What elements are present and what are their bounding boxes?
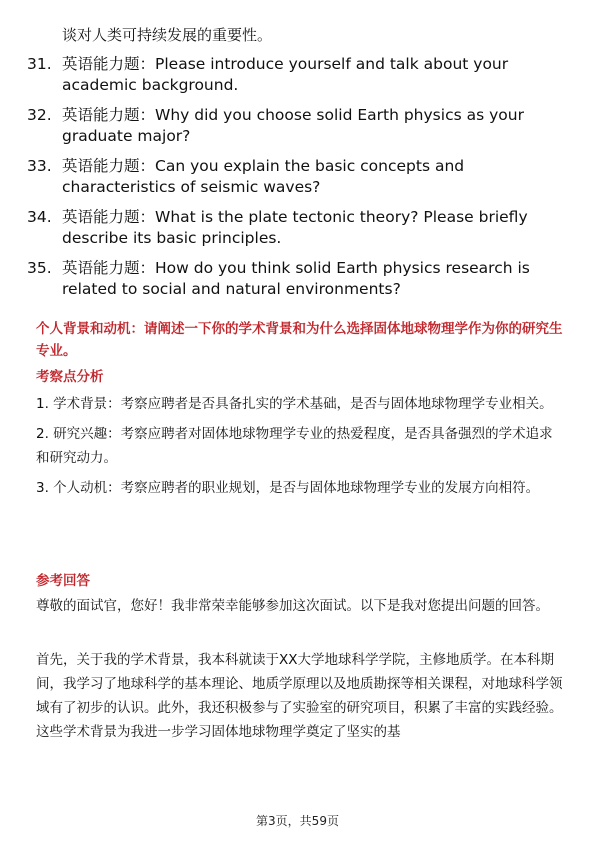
question-heading: 个人背景和动机：请阐述一下你的学术背景和为什么选择固体地球物理学作为你的研究生专业。 — [36, 321, 563, 359]
analysis-item: 3. 个人动机：考察应聘者的职业规划，是否与固体地球物理学专业的发展方向相符。 — [36, 480, 540, 496]
question-text: 英语能力题：Can you explain the basic concepts and characteristics of seismic waves? — [62, 157, 465, 196]
analysis-item: 2. 研究兴趣：考察应聘者对固体地球物理学专业的热爱程度，是否具备强烈的学术追求和研究动力。 — [36, 426, 553, 466]
page-footer: 第3页，共59页 — [256, 814, 339, 828]
analysis-section — [36, 366, 564, 500]
question-number: 35. — [27, 259, 52, 277]
answer-heading: 参考回答 — [36, 573, 90, 589]
question-item — [0, 207, 595, 249]
question-item — [0, 54, 595, 96]
question-heading-section — [36, 318, 564, 362]
analysis-item: 1. 学术背景：考察应聘者是否具备扎实的学术基础，是否与固体地球物理学专业相关。 — [36, 396, 553, 412]
intro-line: 谈对人类可持续发展的重要性。 — [62, 26, 273, 44]
question-item — [0, 156, 595, 198]
question-text: 英语能力题：What is the plate tectonic theory? Please briefly describe its basic principles. — [62, 208, 528, 247]
answer-body: 首先，关于我的学术背景，我本科就读于XX大学地球科学学院，主修地质学。在本科期间，我学习了地球科学的基本理论、地质学原理以及地质勘探等相关课程，对地球科学领域有了初步的认识。此外，我还积极参与了实验室的研究项目，积累了丰富的实践经验。这些学术背景为我进一步学习固体地球物理学奠定了坚实的基 — [36, 652, 563, 740]
question-item — [0, 258, 595, 300]
question-text: 英语能力题：Please introduce yourself and talk about your academic background. — [62, 55, 509, 94]
question-text: 英语能力题：Why did you choose solid Earth physics as your graduate major? — [62, 106, 524, 145]
question-number: 32. — [27, 106, 52, 124]
question-list — [0, 54, 595, 309]
answer-intro: 尊敬的面试官，您好！我非常荣幸能够参加这次面试。以下是我对您提出问题的回答。 — [36, 598, 549, 614]
question-text: 英语能力题：How do you think solid Earth physics research is related to social and natural environments? — [62, 259, 530, 298]
question-number: 31. — [27, 55, 52, 73]
question-number: 33. — [27, 157, 52, 175]
question-number: 34. — [27, 208, 52, 226]
answer-section — [36, 570, 564, 744]
analysis-heading: 考察点分析 — [36, 369, 104, 385]
question-item — [0, 105, 595, 147]
